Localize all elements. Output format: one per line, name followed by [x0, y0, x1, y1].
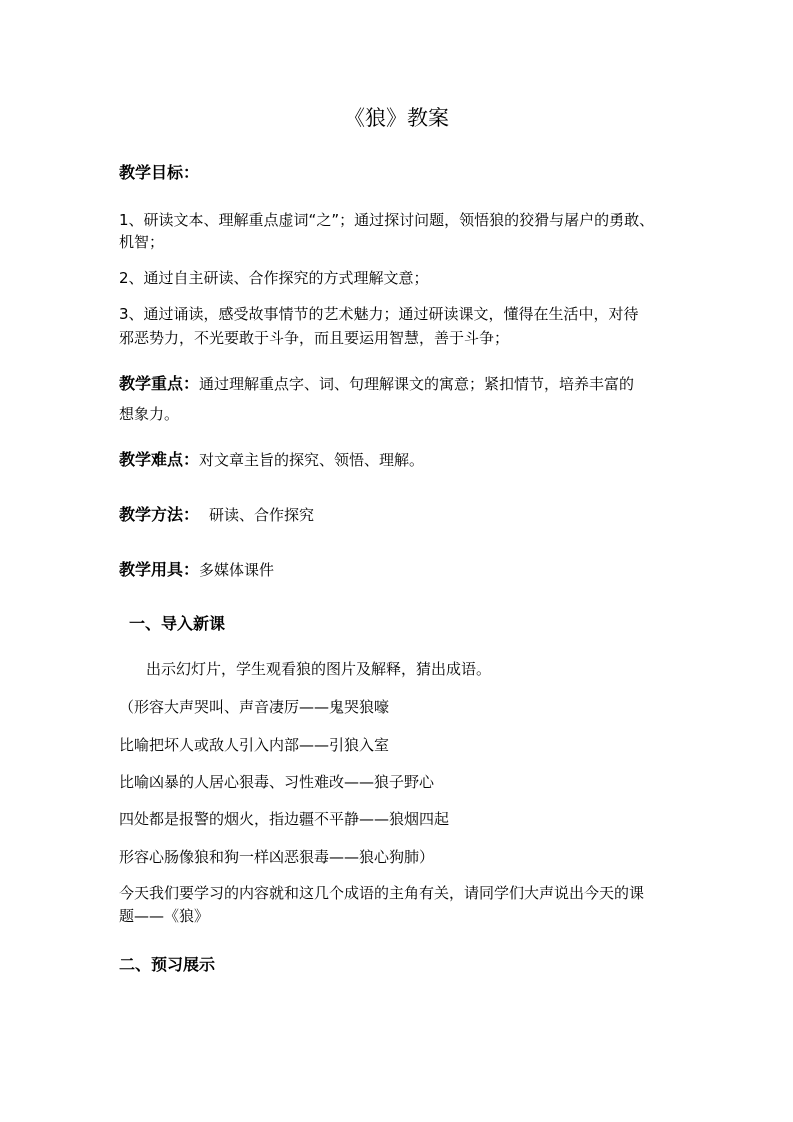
idiom-1: （形容大声哭叫、声音凄厉——鬼哭狼嚎	[119, 698, 390, 716]
objective-2: 2、通过自主研读、合作探究的方式理解文意；	[119, 269, 429, 287]
document-title: 《狼》教案	[344, 106, 449, 130]
key-points-line-2: 想象力。	[119, 405, 180, 423]
tools-value: 多媒体课件	[199, 561, 275, 579]
key-points-value: 通过理解重点字、词、句理解课文的寓意；紧扣情节，培养丰富的	[199, 375, 635, 393]
objectives-heading: 教学目标：	[119, 163, 200, 182]
key-points	[119, 374, 679, 394]
section-1-closing-line-1: 今天我们要学习的内容就和这几个成语的主角有关，请同学们大声说出今天的课	[119, 884, 645, 902]
difficulties	[119, 450, 679, 470]
key-points-label: 教学重点：	[119, 374, 200, 393]
idiom-2: 比喻把坏人或敌人引入内部——引狼入室	[119, 736, 390, 754]
tools-label: 教学用具：	[119, 560, 200, 579]
objective-3-line-1: 3、通过诵读，感受故事情节的艺术魅力；通过研读课文，懂得在生活中，对待	[119, 305, 639, 323]
section-1-heading: 一、导入新课	[129, 614, 226, 633]
section-1-closing-line-2: 题——《狼》	[119, 907, 210, 925]
section-2-heading: 二、预习展示	[119, 955, 216, 974]
difficulties-label: 教学难点：	[119, 450, 200, 469]
objective-3-line-2: 邪恶势力，不光要敢于斗争，而且要运用智慧，善于斗争；	[119, 329, 510, 347]
idiom-3: 比喻凶暴的人居心狠毒、习性难改——狼子野心	[119, 773, 435, 791]
objective-1-line-2: 机智；	[119, 233, 165, 251]
idiom-5: 形容心肠像狼和狗一样凶恶狠毒——狼心狗肺）	[119, 848, 435, 866]
section-1-intro: 出示幻灯片，学生观看狼的图片及解释，猜出成语。	[146, 660, 492, 678]
methods-value: 研读、合作探究	[209, 506, 315, 524]
difficulties-value: 对文章主旨的探究、领悟、理解。	[199, 451, 425, 469]
objective-1-line-1: 1、研读文本、理解重点虚词“之”；通过探讨问题，领悟狼的狡猾与屠户的勇敢、	[119, 211, 655, 229]
methods-label: 教学方法：	[119, 505, 200, 524]
methods	[119, 505, 679, 525]
tools	[119, 560, 679, 580]
idiom-4: 四处都是报警的烟火，指边疆不平静——狼烟四起	[119, 810, 450, 828]
